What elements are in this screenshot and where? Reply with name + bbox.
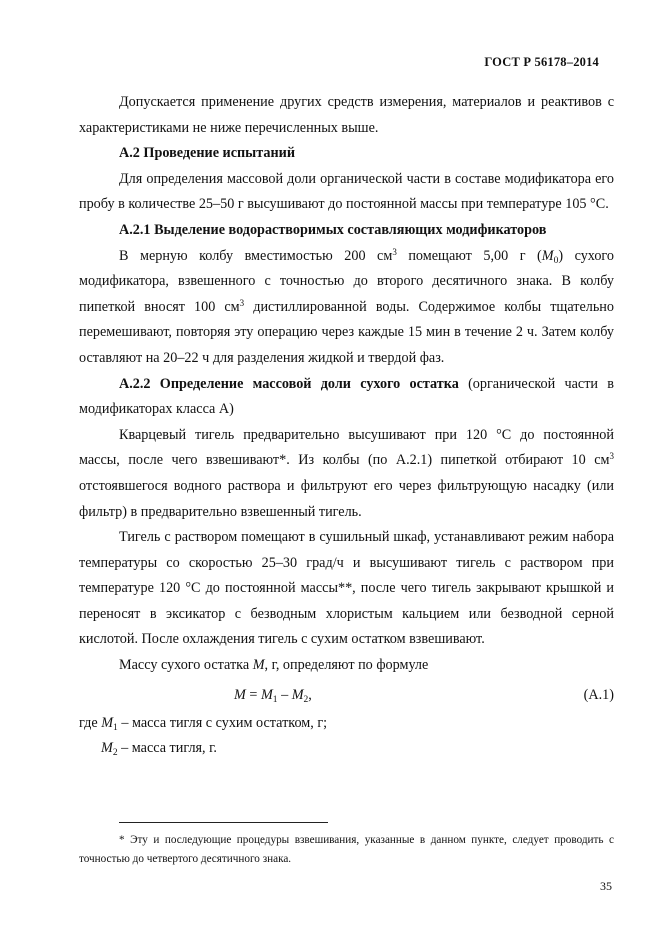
paragraph-crucible-prep <box>79 423 614 525</box>
formula-m2: М <box>291 686 304 703</box>
equation-number: (А.1) <box>583 686 614 703</box>
text-fragment: , г, определяют по формуле <box>264 657 429 674</box>
paragraph-flask-procedure <box>79 244 614 372</box>
superscript-cm3: 3 <box>239 297 245 308</box>
variable-m0: М <box>541 247 554 264</box>
where-prefix: где <box>79 714 102 731</box>
subscript-0: 0 <box>553 255 559 266</box>
formula-minus: – <box>277 686 292 703</box>
text-fragment: В мерную колбу вместимостью 200 см <box>119 247 393 264</box>
where-m2-description: – масса тигля, г. <box>117 740 217 757</box>
section-heading-a22-paragraph <box>79 372 614 423</box>
paragraph-other-means: Допускается применение других средств измерения, материалов и реактивов с характеристиками не ниже перечисленных выше. <box>79 94 614 136</box>
text-fragment: помещают 5,00 г ( <box>396 247 542 264</box>
formula-comma: , <box>308 686 312 703</box>
formula-line <box>79 683 614 709</box>
subscript-1: 1 <box>272 694 278 705</box>
formula-a1 <box>234 683 312 709</box>
main-content <box>79 90 614 762</box>
superscript-cm3: 3 <box>392 246 397 257</box>
paragraph-organic-fraction: Для определения массовой доли органической части в составе модификатора его пробу в количестве 25–50 г высушивают до постоянной массы при температуре 105 °С. <box>79 170 614 213</box>
subscript-1: 1 <box>113 722 118 733</box>
text-fragment: ) сухого модификатора, взвешенного с точностью до второго десятичного знака. В колбу пипеткой вносят 100 см <box>79 247 614 315</box>
section-heading-a22: А.2.2 Определение массовой доли сухого остатка <box>119 375 459 392</box>
document-header-gost-id: ГОСТ Р 56178–2014 <box>484 55 599 69</box>
text-fragment: дистиллированной воды. Содержимое колбы тщательно перемешивают, повторяя эту операцию через каждые 15 мин в течение 2 ч. Затем колбу оставляют на 20–22 ч для разделения жидкой и твердой фаз. <box>79 298 614 366</box>
subscript-2: 2 <box>303 694 309 705</box>
section-heading-a2: А.2 Проведение испытаний <box>119 145 296 162</box>
superscript-cm3: 3 <box>609 451 614 462</box>
variable-m: М <box>252 657 265 674</box>
subscript-2: 2 <box>112 748 118 759</box>
paragraph-drying-procedure: Тигель с раствором помещают в сушильный шкаф, устанавливают режим набора температуры со скоростью 25–30 град/ч и высушивают тигель с раствором при температуре 120 °С до постоянной массы**, после чего тигель закрывают крышкой и переносят в эксикатор с безводным хлористым кальцием или безводной серной кислотой. После охлаждения тигель с сухим остатком взвешивают. <box>79 529 614 648</box>
section-heading-a21: А.2.1 Выделение водорастворимых составляющих модификаторов <box>119 221 547 238</box>
formula-lhs: М <box>234 686 246 703</box>
page-number: 35 <box>600 879 612 893</box>
text-fragment: Кварцевый тигель предварительно высушивают при 120 °С до постоянной массы, после чего взвешивают*. Из колбы (по А.2.1) пипеткой отбирают 10 см <box>79 426 614 469</box>
where-m2-var: М <box>101 740 113 757</box>
where-m1-line <box>79 711 614 737</box>
where-m1-var: М <box>101 714 114 731</box>
where-m2-line <box>79 736 614 762</box>
formula-m1: М <box>260 686 273 703</box>
where-m1-description: – масса тигля с сухим остатком, г; <box>117 714 328 731</box>
formula-equals: = <box>245 686 261 703</box>
paragraph-dry-residue-mass <box>79 653 614 679</box>
footnote-separator <box>119 822 328 823</box>
text-fragment: Массу сухого остатка <box>119 657 253 674</box>
section-heading-a22-rest: (органической части в модификаторах класса А) <box>79 375 614 418</box>
text-fragment: отстоявшегося водного раствора и фильтруют его через фильтрующую насадку (или фильтр) в предварительно взвешенный тигель. <box>79 477 614 520</box>
footnote: * Эту и последующие процедуры взвешивания, указанные в данном пункте, следует проводить с точностью до четвертого десятичного знака. <box>79 834 614 865</box>
